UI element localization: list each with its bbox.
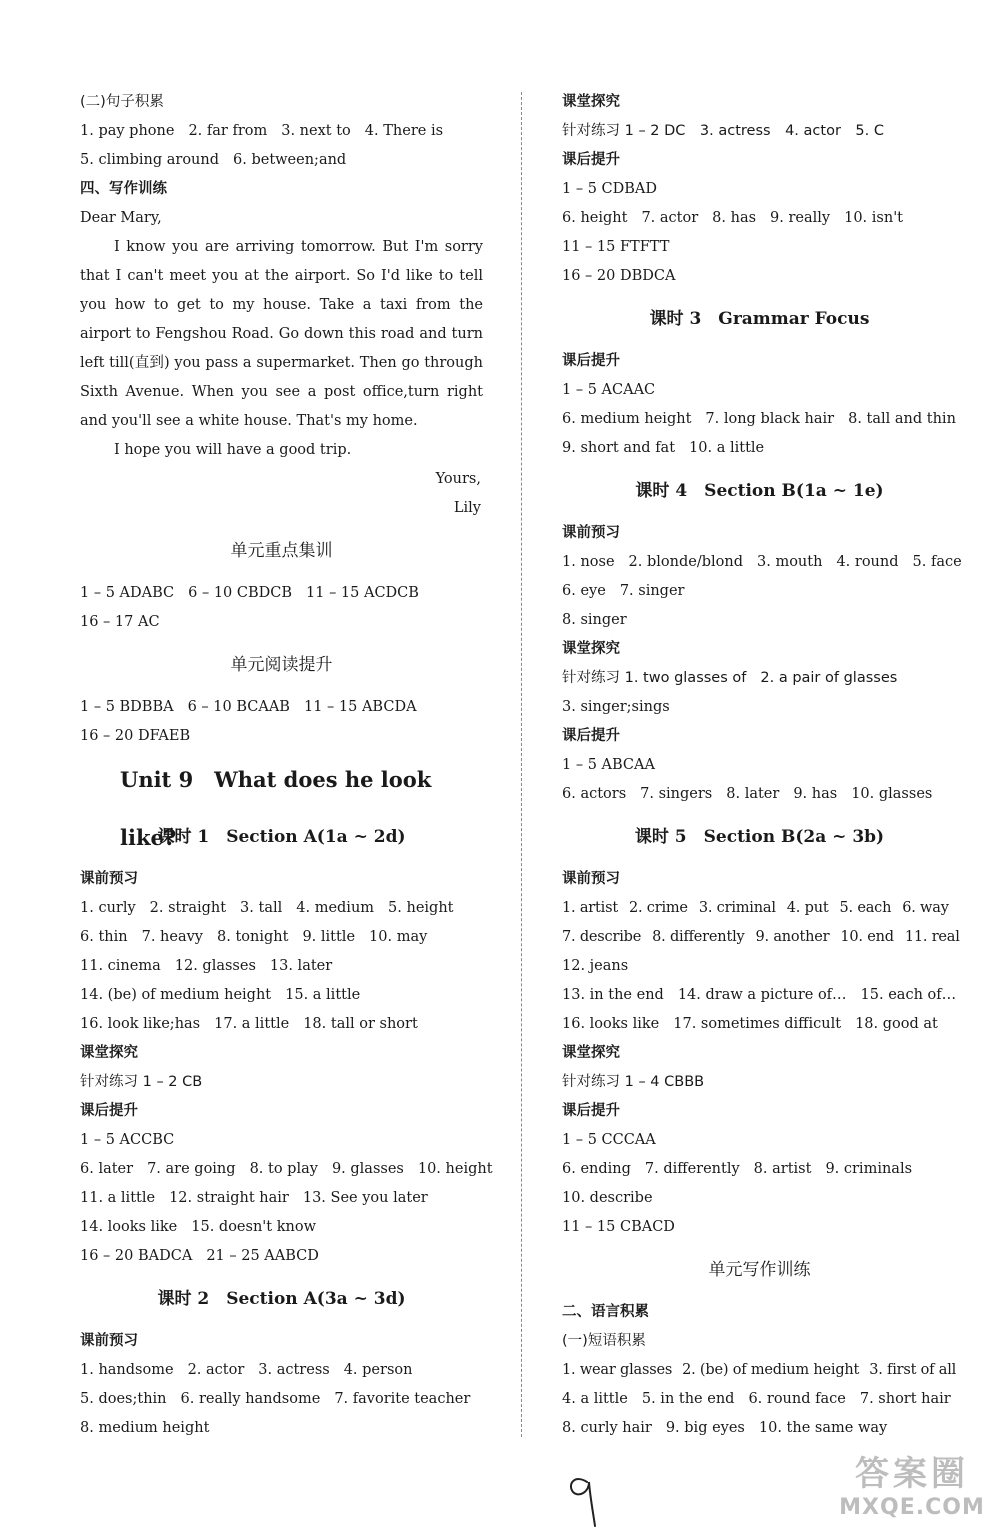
answer-line	[562, 175, 957, 204]
heading-sentences: (二)句子积累	[80, 94, 164, 110]
answer-item: 15. a little	[285, 987, 361, 1003]
answer-item: 9. little	[302, 929, 356, 945]
answer-item: 3. mouth	[757, 554, 823, 570]
answer-line: 针对练习 1 – 4 CBBB	[562, 1074, 705, 1090]
column-divider	[521, 92, 522, 1437]
answer-item: 1 – 5 BDBBA	[80, 699, 174, 715]
answer-line	[562, 894, 957, 923]
subheading-after-class: 课后提升	[562, 353, 620, 369]
answer-item: 1. curly	[80, 900, 136, 916]
answer-item: 1. pay phone	[80, 123, 175, 139]
answer-item: 6. ending	[562, 1161, 631, 1177]
answer-line	[562, 1126, 957, 1155]
answer-item: 3. tall	[240, 900, 283, 916]
answer-line	[562, 204, 957, 233]
answer-item: 6. eye	[562, 583, 606, 599]
page-number	[563, 1460, 603, 1530]
letter-yours: Yours,	[435, 471, 481, 487]
answer-item: 8. artist	[753, 1161, 812, 1177]
watermark-url: MXQE.COM	[839, 1495, 985, 1520]
answer-item: 7. long black hair	[705, 411, 835, 427]
subheading-after-class: 课后提升	[562, 1103, 620, 1119]
subheading-after-class: 课后提升	[562, 152, 620, 168]
answer-item: 11 – 15 ABCDA	[303, 699, 417, 715]
answer-item: 7. are going	[147, 1161, 236, 1177]
answer-item: 1 – 5 ACCBC	[80, 1132, 175, 1148]
letter-name: Lily	[453, 500, 481, 516]
answer-line	[562, 262, 957, 291]
answer-item: 8. later	[726, 786, 780, 802]
answer-item: 11 – 15 FTFTT	[562, 239, 670, 255]
answer-item: 12. glasses	[174, 958, 256, 974]
answer-item: 6 – 10 BCAAB	[187, 699, 290, 715]
answer-item: 11 – 15 ACDCB	[306, 585, 419, 601]
subheading-after-class: 课后提升	[80, 1103, 138, 1119]
letter-body: I know you are arriving tomorrow. But I'm sorry that I can't meet you at the airport. So I'd like to tell you how to get to my house. Take a taxi from the airport to Fengshou Road. Go down this road and turn left till(直到) you pass a supermarket. Then go through Sixth Avenue. When you see a post office,turn right and you'll see a white house. That's my home.	[80, 239, 483, 429]
answer-item: 8. curly hair	[562, 1420, 652, 1436]
answer-line	[562, 233, 957, 262]
answer-item: 1 – 5 ADABC	[80, 585, 175, 601]
answer-line	[562, 952, 957, 981]
answer-item: 6. medium height	[562, 411, 692, 427]
answer-line	[80, 981, 483, 1010]
answer-item: 2. actor	[187, 1362, 245, 1378]
answer-item: 2. a pair of glasses	[760, 670, 898, 686]
answer-item: 10. height	[417, 1161, 493, 1177]
answer-line	[80, 1010, 483, 1039]
unit-writing-title: 单元写作训练	[708, 1260, 811, 1280]
answer-line	[80, 1356, 483, 1385]
answer-line: 针对练习 1 – 2 CB	[80, 1074, 203, 1090]
answer-item: 18. tall or short	[303, 1016, 418, 1032]
answer-item: 4. person	[343, 1362, 413, 1378]
answer-item: 10. a little	[689, 440, 765, 456]
answer-item: 6. way	[902, 900, 949, 916]
answer-item: 3. next to	[281, 123, 351, 139]
answer-item: 9. glasses	[331, 1161, 404, 1177]
answer-item: 2. crime	[628, 900, 688, 916]
heading-language: 二、语言积累	[562, 1304, 649, 1320]
answer-line	[562, 376, 957, 405]
answer-item: 6. really handsome	[180, 1391, 321, 1407]
answer-item: 8. has	[712, 210, 757, 226]
answer-line	[562, 923, 960, 952]
answer-line	[562, 664, 957, 693]
subheading-classroom: 课堂探究	[562, 94, 620, 110]
subheading-preview: 课前预习	[80, 1333, 138, 1349]
answer-item: 9. has	[793, 786, 838, 802]
answer-line	[562, 1385, 957, 1414]
answer-line	[562, 548, 962, 577]
answer-item: 4. medium	[296, 900, 375, 916]
lesson3-title: 课时 3 Grammar Focus	[649, 309, 870, 329]
answer-item: 12. straight hair	[169, 1190, 289, 1206]
answer-item: 9. big eyes	[665, 1420, 745, 1436]
answer-item: 8. tall and thin	[848, 411, 956, 427]
answer-line	[562, 1010, 957, 1039]
answer-item: 6. between;and	[233, 152, 347, 168]
answer-item: 10. isn't	[844, 210, 904, 226]
answer-item: 6 – 10 CBDCB	[188, 585, 293, 601]
answer-item: 10. the same way	[758, 1420, 888, 1436]
answer-item: 8. to play	[249, 1161, 318, 1177]
answer-item: 1. nose	[562, 554, 615, 570]
subheading-after-class: 课后提升	[562, 728, 620, 744]
answer-line	[80, 1385, 483, 1414]
answer-line	[80, 1242, 483, 1271]
answer-line	[80, 1126, 483, 1155]
sample-letter	[80, 204, 483, 523]
answer-item: 16 – 20 DFAEB	[80, 728, 191, 744]
answer-item: 15. doesn't know	[191, 1219, 316, 1235]
answer-item: 7. favorite teacher	[334, 1391, 471, 1407]
answer-item: 6. actors	[562, 786, 627, 802]
answer-line	[562, 751, 957, 780]
answer-item: 1 – 5 CCCAA	[562, 1132, 656, 1148]
subheading-preview: 课前预习	[80, 871, 138, 887]
answer-line	[80, 579, 483, 608]
answer-item: 16 – 20 BADCA	[80, 1248, 193, 1264]
answer-item: 7. singer	[619, 583, 685, 599]
lesson2-title: 课时 2 Section A(3a ~ 3d)	[157, 1289, 406, 1309]
letter-greeting: Dear Mary,	[80, 210, 162, 226]
answer-item: 2. far from	[188, 123, 268, 139]
answer-item: 17. a little	[214, 1016, 290, 1032]
answer-item: 10. end	[840, 929, 894, 945]
answer-line	[80, 923, 483, 952]
answer-line	[562, 1155, 957, 1184]
answer-item: 1. artist	[562, 900, 618, 916]
answer-line	[80, 952, 483, 981]
subheading-classroom: 课堂探究	[562, 1045, 620, 1061]
left-column	[80, 88, 493, 1443]
answer-line	[80, 146, 483, 175]
answer-item: 4. There is	[364, 123, 444, 139]
answer-line	[562, 434, 957, 463]
subheading-classroom: 课堂探究	[80, 1045, 138, 1061]
answer-line	[80, 1184, 483, 1213]
answer-item: 3. actress	[258, 1362, 330, 1378]
answer-item: 10. describe	[562, 1190, 653, 1206]
answer-line	[80, 894, 483, 923]
answer-line	[562, 577, 957, 606]
answer-item: 11. real	[904, 929, 960, 945]
watermark-logo: 答案圈	[855, 1454, 969, 1494]
answer-item: 16. look like;has	[80, 1016, 201, 1032]
answer-item: 10. glasses	[851, 786, 933, 802]
answer-item: 17. sometimes difficult	[673, 1016, 842, 1032]
answer-item: 针对练习 1. two glasses of	[562, 670, 747, 686]
answer-item: 5. climbing around	[80, 152, 220, 168]
answer-item: 4. put	[786, 900, 829, 916]
answer-line	[80, 1213, 483, 1242]
page-number-handwritten	[563, 1460, 603, 1530]
answer-item: 1 – 5 CDBAD	[562, 181, 658, 197]
answer-line	[80, 1155, 493, 1184]
answer-line	[562, 405, 957, 434]
lesson5-title: 课时 5 Section B(2a ~ 3b)	[634, 827, 885, 847]
answer-item: 6. round face	[748, 1391, 846, 1407]
answer-item: 3. first of all	[869, 1362, 957, 1378]
answer-item: 5. each	[839, 900, 892, 916]
answer-item: 16 – 17 AC	[80, 614, 160, 630]
answer-line	[562, 780, 957, 809]
answer-item: 3. singer;sings	[562, 699, 670, 715]
answer-line	[562, 606, 957, 635]
answer-line	[80, 608, 483, 637]
answer-item: 6. later	[80, 1161, 134, 1177]
subheading-classroom: 课堂探究	[562, 641, 620, 657]
answer-item: 15. each of…	[860, 987, 957, 1003]
heading-phrases: (一)短语积累	[562, 1333, 646, 1349]
answer-item: 21 – 25 AABCD	[206, 1248, 319, 1264]
unit9-title: Unit 9 What does he look like?	[120, 767, 432, 850]
answer-item: 11. cinema	[80, 958, 161, 974]
unit-reading-title: 单元阅读提升	[230, 655, 333, 675]
answer-line	[562, 1184, 957, 1213]
answer-item: 12. jeans	[562, 958, 629, 974]
subheading-preview: 课前预习	[562, 525, 620, 541]
answer-item: 7. short hair	[859, 1391, 951, 1407]
answer-item: 7. heavy	[141, 929, 203, 945]
answer-item: 2. (be) of medium height	[682, 1362, 860, 1378]
answer-item: 5. face	[912, 554, 962, 570]
watermark	[832, 1453, 992, 1527]
answer-item: 2. blonde/blond	[628, 554, 743, 570]
answer-item: 1 – 5 ABCAA	[562, 757, 655, 773]
answer-line	[80, 722, 483, 751]
answer-item: 2. straight	[149, 900, 227, 916]
answer-item: 6. height	[562, 210, 628, 226]
answer-item: 5. height	[388, 900, 454, 916]
answer-line	[80, 117, 483, 146]
answer-line	[80, 1414, 483, 1443]
answer-line	[562, 1356, 957, 1385]
answer-item: 7. differently	[644, 1161, 740, 1177]
answer-item: 8. singer	[562, 612, 627, 628]
answer-item: 16. looks like	[562, 1016, 660, 1032]
answer-item: 1. handsome	[80, 1362, 174, 1378]
answer-item: 1 – 5 ACAAC	[562, 382, 656, 398]
lesson4-title: 课时 4 Section B(1a ~ 1e)	[635, 481, 884, 501]
answer-item: 7. actor	[641, 210, 699, 226]
answer-line	[562, 1414, 957, 1443]
answer-item: 8. medium height	[80, 1420, 210, 1436]
answer-item: 13. later	[269, 958, 333, 974]
lesson1-title: 课时 1 Section A(1a ~ 2d)	[157, 827, 406, 847]
answer-line	[562, 693, 957, 722]
answer-item: 9. another	[755, 929, 830, 945]
answer-line	[562, 1213, 957, 1242]
answer-item: 14. looks like	[80, 1219, 178, 1235]
answer-line: 针对练习 1 – 2 DC 3. actress 4. actor 5. C	[562, 123, 884, 139]
answer-item: 14. draw a picture of…	[677, 987, 847, 1003]
answer-item: 5. does;thin	[80, 1391, 167, 1407]
letter-closing-line: I hope you will have a good trip.	[114, 442, 352, 458]
answer-item: 1. wear glasses	[562, 1362, 673, 1378]
answer-item: 8. tonight	[217, 929, 289, 945]
answer-item: 14. (be) of medium height	[80, 987, 272, 1003]
answer-item: 4. round	[836, 554, 899, 570]
answer-item: 16 – 20 DBDCA	[562, 268, 676, 284]
answer-item: 13. in the end	[562, 987, 664, 1003]
answer-line	[562, 981, 957, 1010]
answer-item: 11. a little	[80, 1190, 156, 1206]
answer-item: 18. good at	[855, 1016, 938, 1032]
answer-item: 9. criminals	[825, 1161, 913, 1177]
answer-line	[80, 693, 483, 722]
answer-item: 7. describe	[562, 929, 642, 945]
subheading-preview: 课前预习	[562, 871, 620, 887]
right-column	[562, 88, 962, 1443]
answer-item: 3. criminal	[698, 900, 776, 916]
answer-item: 11 – 15 CBACD	[562, 1219, 675, 1235]
answer-item: 9. short and fat	[562, 440, 676, 456]
answer-item: 8. differently	[652, 929, 745, 945]
answer-item: 4. a little	[562, 1391, 628, 1407]
answer-item: 5. in the end	[641, 1391, 735, 1407]
answer-item: 13. See you later	[302, 1190, 428, 1206]
unit-key-title: 单元重点集训	[230, 541, 333, 561]
answer-item: 10. may	[369, 929, 428, 945]
answer-item: 7. singers	[640, 786, 713, 802]
answer-item: 6. thin	[80, 929, 128, 945]
answer-item: 9. really	[770, 210, 831, 226]
heading-writing: 四、写作训练	[80, 181, 167, 197]
